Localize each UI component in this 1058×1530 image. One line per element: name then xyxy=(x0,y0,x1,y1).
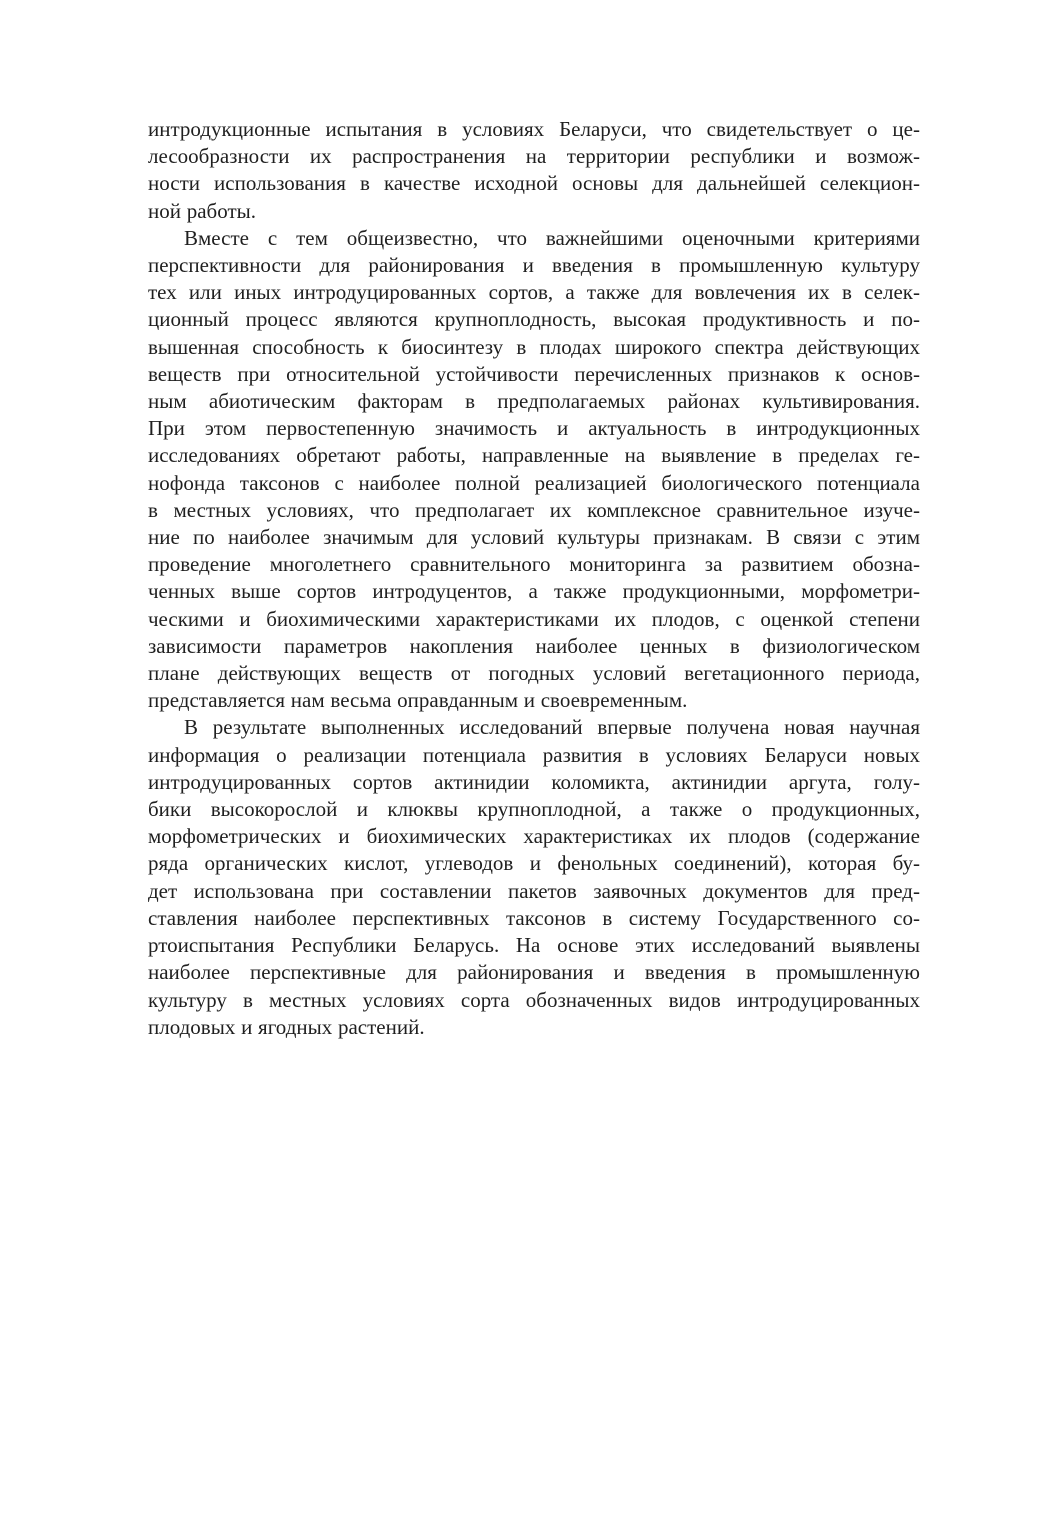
text-line: плане действующих веществ от погодных условий вегетационного периода, xyxy=(148,661,920,686)
text-line: ным абиотическим факторам в предполагаемых районах культивирования. xyxy=(148,389,920,414)
text-line: представляется нам весьма оправданным и своевременным. xyxy=(148,688,688,713)
text-line: ной работы. xyxy=(148,198,256,223)
text-line: интродуцированных сортов актинидии коломикта, актинидии аргута, голу- xyxy=(148,769,920,794)
text-line: В результате выполненных исследований впервые получена новая научная xyxy=(184,715,920,740)
paragraph-2 xyxy=(148,225,920,715)
text-line: тех или иных интродуцированных сортов, а также для вовлечения их в селек- xyxy=(148,280,920,305)
text-line: информация о реализации потенциала развития в условиях Беларуси новых xyxy=(148,742,920,767)
body-text xyxy=(148,116,920,1041)
paragraph-1 xyxy=(148,116,920,225)
text-line: ционный процесс являются крупноплодность, высокая продуктивность и по- xyxy=(148,307,920,332)
text-line: ности использования в качестве исходной основы для дальнейшей селекцион- xyxy=(148,171,920,196)
paragraph-3 xyxy=(148,714,920,1040)
text-line: ченных выше сортов интродуцентов, а также продукционными, морфометри- xyxy=(148,579,920,604)
text-line: интродукционные испытания в условиях Беларуси, что свидетельствует о це- xyxy=(148,117,920,141)
text-line: перспективности для районирования и введения в промышленную культуру xyxy=(148,253,920,278)
text-line: бики высокорослой и клюквы крупноплодной, а также о продукционных, xyxy=(148,797,920,822)
text-line: культуру в местных условиях сорта обозначенных видов интродуцированных xyxy=(148,987,920,1012)
text-line: При этом первостепенную значимость и актуальность в интродукционных xyxy=(148,416,920,441)
text-line: ческими и биохимическими характеристиками их плодов, с оценкой степени xyxy=(148,606,920,631)
text-line: ставления наиболее перспективных таксонов в систему Государственного со- xyxy=(148,905,920,930)
text-line: ртоиспытания Республики Беларусь. На основе этих исследований выявлены xyxy=(148,933,920,958)
text-line: в местных условиях, что предполагает их комплексное сравнительное изуче- xyxy=(148,497,920,522)
text-line: вышенная способность к биосинтезу в плодах широкого спектра действующих xyxy=(148,334,920,359)
text-line: лесообразности их распространения на территории республики и возмож- xyxy=(148,144,920,169)
text-line: ряда органических кислот, углеводов и фенольных соединений), которая бу- xyxy=(148,851,920,876)
text-line: ние по наиболее значимым для условий культуры признакам. В связи с этим xyxy=(148,525,920,550)
text-line: веществ при относительной устойчивости перечисленных признаков к основ- xyxy=(148,361,920,386)
text-line: нофонда таксонов с наиболее полной реализацией биологического потенциала xyxy=(148,470,920,495)
text-line: зависимости параметров накопления наиболее ценных в физиологическом xyxy=(148,633,920,658)
text-line: плодовых и ягодных растений. xyxy=(148,1014,425,1039)
text-line: морфометрических и биохимических характеристиках их плодов (содержание xyxy=(148,824,920,849)
text-line: Вместе с тем общеизвестно, что важнейшими оценочными критериями xyxy=(184,225,920,250)
text-line: наиболее перспективные для районирования и введения в промышленную xyxy=(148,960,920,985)
text-line: исследованиях обретают работы, направленные на выявление в пределах ге- xyxy=(148,443,920,468)
text-line: проведение многолетнего сравнительного мониторинга за развитием обозна- xyxy=(148,552,920,577)
text-line: дет использована при составлении пакетов заявочных документов для пред- xyxy=(148,878,920,903)
